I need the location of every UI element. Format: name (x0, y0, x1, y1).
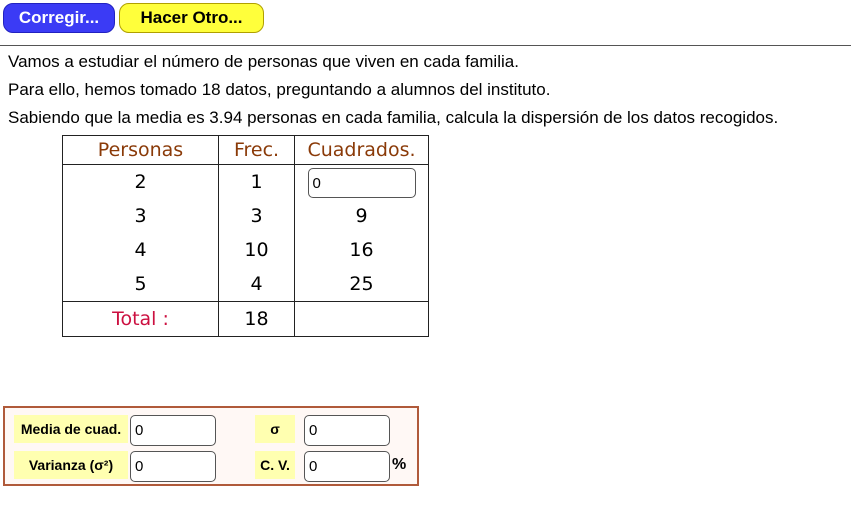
check-button[interactable]: Corregir... (3, 3, 115, 33)
intro-line-1: Vamos a estudiar el número de personas que viven en cada familia. (8, 52, 519, 71)
total-cuadrado-cell (295, 302, 429, 337)
total-label: Total : (112, 308, 169, 330)
frec-cell (219, 165, 295, 200)
cuadrado-cell (295, 165, 429, 200)
cuadrado-value: 9 (355, 205, 368, 227)
cv-label: C. V. (255, 451, 295, 479)
frequency-table (62, 135, 429, 337)
cuadrado-cell (295, 233, 429, 267)
header-divider (0, 45, 851, 46)
personas-value: 2 (134, 171, 147, 193)
frec-value: 3 (250, 205, 263, 227)
cuadrado-cell (295, 267, 429, 302)
frec-cell (219, 233, 295, 267)
table-row (63, 267, 429, 302)
frec-cell (219, 267, 295, 302)
sigma-input[interactable] (304, 415, 390, 446)
intro-line-2: Para ello, hemos tomado 18 datos, preguntando a alumnos del instituto. (8, 80, 551, 99)
table-row (63, 233, 429, 267)
frec-value: 1 (250, 171, 263, 193)
varianza-label: Varianza (σ²) (14, 451, 128, 479)
table-header-row (63, 136, 429, 165)
intro-line-3: Sabiendo que la media es 3.94 personas en cada familia, calcula la dispersión de los datos recogidos. (8, 108, 779, 127)
varianza-input[interactable] (130, 451, 216, 482)
frec-value: 10 (244, 239, 269, 261)
sigma-label: σ (255, 415, 295, 443)
personas-value: 3 (134, 205, 147, 227)
personas-value: 4 (134, 239, 147, 261)
frec-value: 4 (250, 273, 263, 295)
total-label-cell (63, 302, 219, 337)
personas-cell (63, 165, 219, 200)
personas-value: 5 (134, 273, 147, 295)
total-frec-cell (219, 302, 295, 337)
results-panel (3, 406, 419, 486)
cuadrado-cell (295, 199, 429, 233)
personas-cell (63, 267, 219, 302)
media-cuad-input[interactable] (130, 415, 216, 446)
cv-input[interactable] (304, 451, 390, 482)
table-row (63, 165, 429, 200)
header-frec: Frec. (219, 136, 295, 165)
cuadrado-value: 25 (349, 273, 374, 295)
personas-cell (63, 233, 219, 267)
table-row (63, 199, 429, 233)
cuadrado-value: 16 (349, 239, 374, 261)
cuadrado-input[interactable] (308, 168, 416, 198)
table-total-row (63, 302, 429, 337)
header-personas: Personas (63, 136, 219, 165)
frec-cell (219, 199, 295, 233)
header-cuadrados: Cuadrados. (295, 136, 429, 165)
percent-symbol: % (392, 456, 407, 473)
media-cuad-label: Media de cuad. (14, 415, 128, 443)
total-frec-value: 18 (244, 308, 269, 330)
personas-cell (63, 199, 219, 233)
new-exercise-button[interactable]: Hacer Otro... (119, 3, 264, 33)
